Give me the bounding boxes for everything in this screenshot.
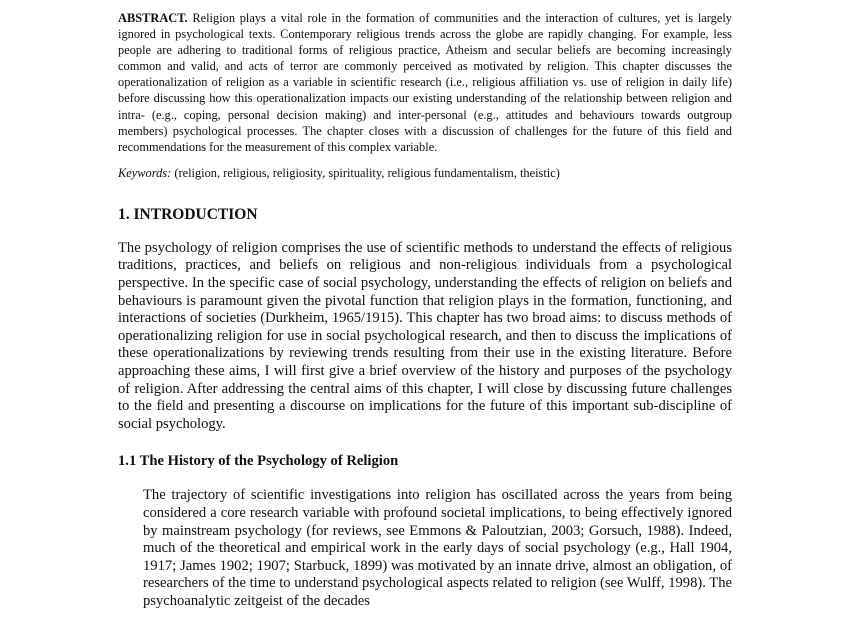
history-heading: 1.1 The History of the Psychology of Religion: [118, 453, 399, 470]
keywords-line: [118, 165, 732, 181]
keywords-text: (religion, religious, religiosity, spirituality, religious fundamentalism, theistic): [171, 165, 560, 180]
abstract-text: Religion plays a vital role in the formation of communities and the interaction of cultures, yet is largely ignored in psychological texts. Contemporary religious trends across the globe are rapidly changing. For example, less people are adhering to traditional forms of religious practice, Atheism and secular beliefs are becoming increasingly common and valid, and acts of terror are commonly perceived as motivated by religion. This chapter discusses the operationalization of religion as a variable in scientific research (i.e., religious affiliation vs. use of religion in daily life) before discussing how this operationalization impacts our existing understanding of the relationship between religion and intra- (e.g., coping, personal decision making) and inter-personal (e.g., attitudes and behaviours towards outgroup members) psychological processes. The chapter closes with a discussion of challenges for the future of this field and recommendations for the measurement of this complex variable.: [118, 11, 732, 154]
abstract-paragraph: [118, 10, 732, 155]
introduction-heading: 1. INTRODUCTION: [118, 205, 258, 223]
keywords-label: Keywords:: [118, 165, 172, 180]
abstract-label: ABSTRACT.: [118, 11, 188, 25]
paper-page: [118, 10, 732, 611]
history-paragraph: The trajectory of scientific investigations into religion has oscillated across the years from being considered a core research variable with profound societal implications, to being effectively ignored by mainstream psychology (for reviews, see Emmons & Paloutzian, 2003; Gorsuch, 1988). Indeed, much of the theoretical and empirical work in the early days of social psychology (e.g., Hall 1904, 1917; James 1902; 1907; Starbuck, 1899) was motivated by an innate drive, almost an obligation, of researchers of the time to understand psychological aspects related to religion (see Wulff, 1998). The psychoanalytic zeitgeist of the decades: [143, 487, 732, 609]
introduction-paragraph: The psychology of religion comprises the use of scientific methods to understand the effects of religious traditions, practices, and beliefs on religious and non-religious individuals from a psychological perspective. In the specific case of social psychology, understanding the effects of religion on beliefs and behaviours is paramount given the pivotal function that religion plays in the formation, functioning, and interactions of societies (Durkheim, 1965/1915). This chapter has two broad aims: to discuss methods of operationalizing religion for use in social psychological research, and then to discuss the implications of these operationalizations by reviewing trends resulting from their use in the existing literature. Before approaching these aims, I will first give a brief overview of the history and purposes of the psychology of religion. After addressing the central aims of this chapter, I will close by discussing future challenges to the field and presenting a discourse on implications for the future of this important sub-discipline of social psychology.: [118, 239, 732, 432]
